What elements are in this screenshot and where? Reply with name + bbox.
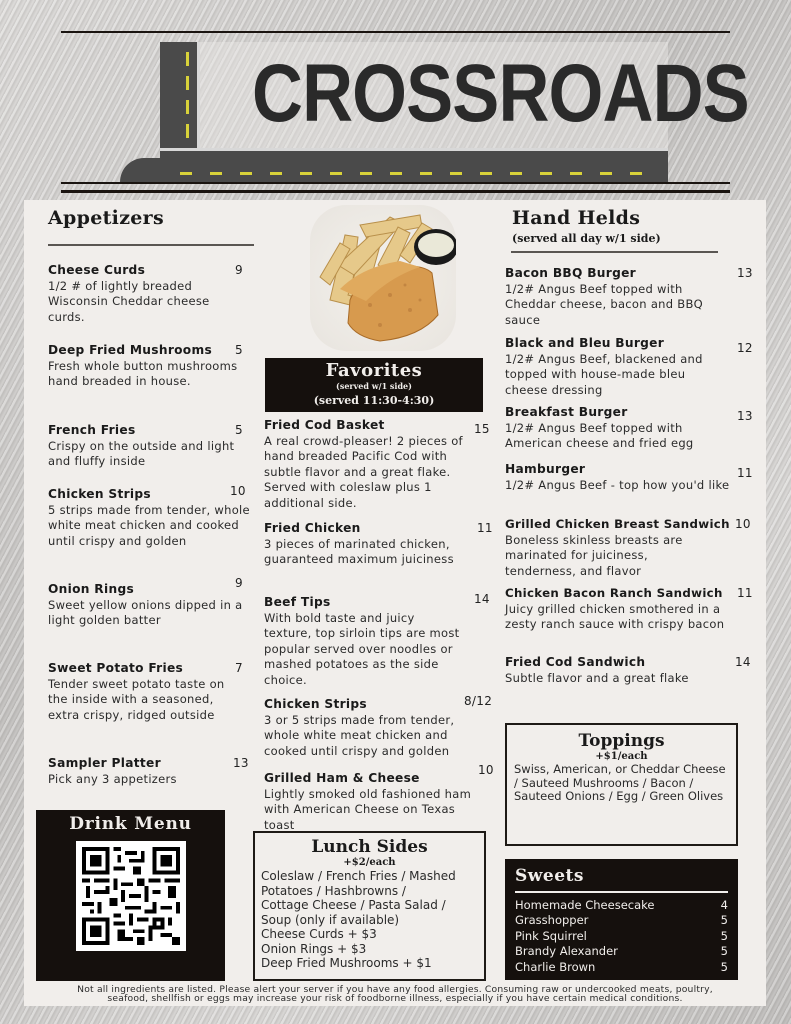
menu-item: Fried Cod Sandwich Subtle flavor and a great flake 14 bbox=[505, 655, 751, 685]
price: 11 bbox=[737, 586, 753, 600]
road-dash bbox=[330, 172, 342, 175]
toppings-price: +$1/each bbox=[595, 751, 648, 762]
sweet-item: Charlie Brown 5 bbox=[515, 959, 728, 974]
price: 13 bbox=[233, 756, 249, 770]
header-bottom-rule-thick bbox=[61, 190, 730, 193]
favorites-header bbox=[265, 358, 483, 412]
price: 10 bbox=[230, 484, 246, 498]
menu-item: Sweet Potato Fries Tender sweet potato taste on the inside with a seasoned, extra crispy, ridged outside 7 bbox=[48, 661, 243, 722]
menu-item: Sampler Platter Pick any 3 appetizers 13 bbox=[48, 756, 249, 786]
toppings-title: Toppings bbox=[578, 731, 665, 751]
sweet-item: Pink Squirrel 5 bbox=[515, 928, 728, 943]
menu-item: Beef Tips With bold taste and juicy texture, top sirloin tips are most popular served over noodles or mashed potatoes as the side choice. 14 bbox=[264, 592, 490, 687]
road-dash bbox=[600, 172, 612, 175]
road-dash bbox=[510, 172, 522, 175]
restaurant-name: CROSSROADS bbox=[252, 48, 749, 139]
price: 10 bbox=[478, 763, 494, 777]
price: 14 bbox=[474, 592, 490, 606]
road-dash bbox=[180, 172, 192, 175]
road-dash bbox=[270, 172, 282, 175]
favorites-title: Favorites bbox=[325, 360, 423, 381]
menu-item: Chicken Bacon Ranch Sandwich Juicy grilled chicken smothered in a zesty ranch sauce with crispy bacon 11 bbox=[505, 586, 753, 631]
price: 10 bbox=[735, 517, 751, 531]
appetizers-title: Appetizers bbox=[48, 207, 164, 229]
road-dash bbox=[240, 172, 252, 175]
lunch-sides-list: Coleslaw / French Fries / Mashed Potatoes / Hashbrowns / Cottage Cheese / Pasta Salad / Soup (only if available) Cheese Curds + $3 Onion Rings + $3 Deep Fried Mushrooms + $1 bbox=[261, 869, 456, 970]
hand-helds-title: Hand Helds bbox=[512, 207, 641, 229]
drink-menu-title: Drink Menu bbox=[69, 814, 192, 834]
price: 7 bbox=[235, 661, 243, 675]
header-top-rule bbox=[61, 31, 730, 33]
menu-item: Fried Cod Basket A real crowd-pleaser! 2 pieces of hand breaded Pacific Cod with subtle flavor and a great flake. Served with coleslaw plus 1 additional side. 15 bbox=[264, 418, 490, 510]
sweet-item: Grasshopper 5 bbox=[515, 913, 728, 927]
menu-item: French Fries Crispy on the outside and light and fluffy inside 5 bbox=[48, 423, 243, 468]
road-dash bbox=[186, 124, 189, 138]
menu-item: Cheese Curds 1/2 # of lightly breaded Wisconsin Cheddar cheese curds. 9 bbox=[48, 263, 243, 324]
sweets-box bbox=[505, 859, 738, 980]
sweet-item: Brandy Alexander 5 bbox=[515, 944, 728, 958]
menu-item: Breakfast Burger 1/2# Angus Beef topped with American cheese and fried egg 13 bbox=[505, 405, 753, 450]
road-dash bbox=[186, 100, 189, 114]
hand-helds-subtitle: (served all day w/1 side) bbox=[512, 232, 661, 245]
road-horizontal bbox=[160, 148, 668, 182]
menu-item: Chicken Strips 5 strips made from tender, whole white meat chicken and cooked until crispy and golden 10 bbox=[48, 484, 250, 548]
crossroads-logo bbox=[100, 40, 749, 182]
lunch-sides-price: +$2/each bbox=[343, 857, 396, 868]
road-dash bbox=[360, 172, 372, 175]
price: 13 bbox=[737, 409, 753, 423]
road-dash bbox=[420, 172, 432, 175]
price: 13 bbox=[737, 266, 753, 280]
appetizers-rule bbox=[48, 244, 254, 246]
price: 11 bbox=[477, 521, 493, 535]
toppings-list: Swiss, American, or Cheddar Cheese / Sauteed Mushrooms / Bacon / Sauteed Onions / Egg / Green Olives bbox=[514, 762, 726, 803]
road-dash bbox=[540, 172, 552, 175]
menu-item: Grilled Chicken Breast Sandwich Boneless skinless breasts are marinated for juiciness, tenderness, and flavor 10 bbox=[505, 517, 751, 578]
price: 8/12 bbox=[464, 694, 493, 708]
allergy-disclaimer: Not all ingredients are listed. Please alert your server if you have any food allergies. Consuming raw or undercooked meats, poultry, seafood, shellfish or eggs may increase your risk of foodborne illness, especially if you have certain medical conditions. bbox=[77, 984, 713, 1004]
toppings-box bbox=[505, 723, 738, 846]
menu-item: Fried Chicken 3 pieces of marinated chicken, guaranteed maximum juiciness 11 bbox=[264, 521, 493, 566]
sweets-rule bbox=[515, 891, 728, 893]
road-dash bbox=[570, 172, 582, 175]
road-dash bbox=[450, 172, 462, 175]
road-dash bbox=[186, 76, 189, 90]
hand-helds-rule bbox=[511, 251, 718, 253]
road-dash bbox=[480, 172, 492, 175]
lunch-sides-box bbox=[253, 831, 486, 981]
road-dash bbox=[300, 172, 312, 175]
sweet-item: Homemade Cheesecake 4 bbox=[515, 897, 728, 912]
price: 12 bbox=[737, 341, 753, 355]
price: 9 bbox=[235, 576, 243, 590]
menu-item: Grilled Ham & Cheese Lightly smoked old fashioned ham with American Cheese on Texas toast 10 bbox=[264, 763, 494, 832]
menu-item: Chicken Strips 3 or 5 strips made from tender, whole white meat chicken and cooked until crispy and golden 8/12 bbox=[264, 694, 493, 758]
price: 14 bbox=[735, 655, 751, 669]
road-dash bbox=[186, 52, 189, 66]
price: 5 bbox=[235, 343, 243, 357]
favorites-hours: (served 11:30-4:30) bbox=[313, 394, 435, 407]
menu-item: Black and Bleu Burger 1/2# Angus Beef, blackened and topped with house-made bleu cheese dressing 12 bbox=[505, 336, 753, 397]
price: 9 bbox=[235, 263, 243, 277]
road-dash bbox=[390, 172, 402, 175]
road-dash bbox=[630, 172, 642, 175]
menu-item: Onion Rings Sweet yellow onions dipped in a light golden batter 9 bbox=[48, 576, 243, 627]
price: 15 bbox=[474, 422, 490, 436]
menu-item: Hamburger 1/2# Angus Beef - top how you'd like 11 bbox=[505, 462, 753, 492]
drink-menu-box bbox=[36, 810, 225, 981]
price: 11 bbox=[737, 466, 753, 480]
sweets-title: Sweets bbox=[515, 866, 584, 886]
price: 5 bbox=[235, 423, 243, 437]
favorites-subtitle: (served w/1 side) bbox=[336, 381, 412, 391]
fried-cod-photo bbox=[310, 205, 456, 351]
header-bottom-rule bbox=[61, 182, 730, 184]
qr-code-icon[interactable] bbox=[76, 841, 186, 951]
menu-item: Bacon BBQ Burger 1/2# Angus Beef topped with Cheddar cheese, bacon and BBQ sauce 13 bbox=[505, 266, 753, 327]
menu-item: Deep Fried Mushrooms Fresh whole button mushrooms hand breaded in house. 5 bbox=[48, 343, 243, 388]
road-dash bbox=[210, 172, 222, 175]
lunch-sides-title: Lunch Sides bbox=[311, 837, 428, 857]
